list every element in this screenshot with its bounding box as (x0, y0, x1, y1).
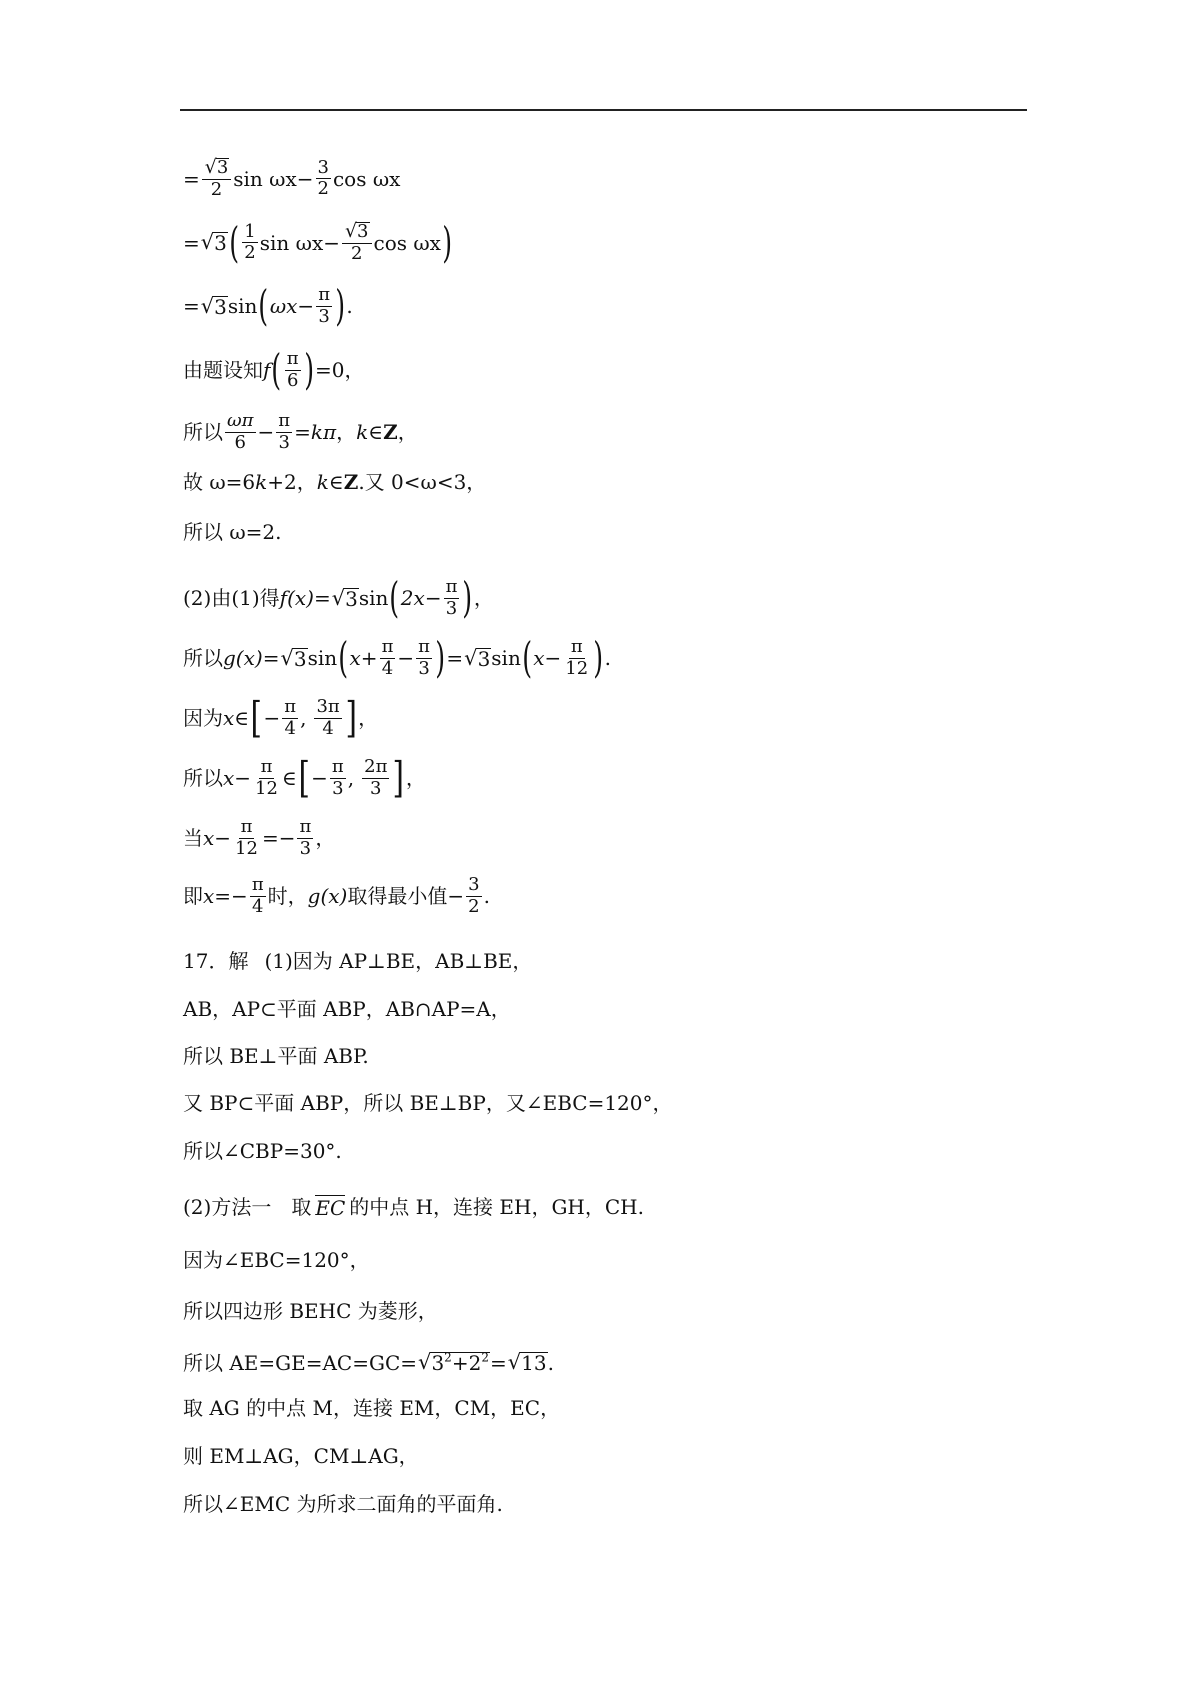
math-text: . (547, 1350, 554, 1375)
equation-line-5 (183, 412, 418, 453)
math-text: = (489, 1350, 507, 1375)
fraction (253, 758, 280, 799)
text: +2， (267, 470, 317, 494)
math-text: ) (462, 573, 473, 623)
text-line-21 (183, 1301, 438, 1321)
math-text: ( (522, 633, 532, 683)
math-text: ， (315, 826, 336, 851)
text-line-15 (183, 999, 511, 1019)
math-text: 2 (468, 1351, 482, 1375)
math-text: ( (338, 633, 349, 683)
math-text: 12 (235, 837, 258, 859)
math-text: [ (250, 693, 263, 743)
text-line-6 (183, 472, 486, 492)
math-text: ) (303, 345, 314, 395)
math-text: √ (204, 156, 217, 178)
math-text: 4 (381, 657, 394, 679)
math-text: √ (418, 1350, 432, 1374)
fraction (233, 818, 260, 859)
math-text: ωx (269, 294, 298, 319)
math-text: − (296, 166, 314, 191)
math-text: 2 (317, 178, 329, 200)
equation-line-11 (183, 753, 426, 803)
math-text: 2 (468, 895, 480, 917)
math-text: 3 (345, 586, 358, 611)
math-text: ( (389, 573, 400, 623)
fraction (285, 350, 301, 391)
math-text: − (234, 766, 252, 791)
math-text: . (604, 646, 611, 671)
text-line-25 (183, 1494, 503, 1514)
fraction (316, 286, 332, 327)
math-text: 3 (477, 646, 491, 671)
math-text: x (349, 646, 361, 671)
math-text: 3 (293, 646, 307, 671)
math-text: − (231, 884, 248, 909)
math-text: 3 (332, 777, 344, 799)
math-text: 3 (370, 777, 382, 799)
math-text: sin (227, 294, 258, 319)
math-text: g(x) (223, 646, 263, 671)
text: (1)因为 AP⊥BE，AB⊥BE， (264, 949, 533, 973)
math-text: − (214, 826, 232, 851)
text: 取得最小值 (347, 884, 448, 909)
math-text: 13 (521, 1351, 547, 1375)
sqrt (331, 585, 359, 611)
text: 由题设知 (183, 358, 263, 383)
equation-line-3 (183, 281, 353, 331)
text: 所以 ω=2. (183, 520, 282, 544)
math-text: = (183, 294, 200, 319)
fraction (380, 638, 396, 679)
sqrt (508, 1352, 548, 1373)
math-text: 6 (234, 431, 246, 453)
math-text: , (347, 766, 355, 791)
equation-line-10 (183, 693, 379, 743)
math-text: ∈ (281, 766, 297, 791)
text-line-20 (183, 1250, 370, 1270)
math-text: π (286, 348, 299, 369)
equation-line-8 (183, 573, 494, 623)
math-text: ) (593, 633, 604, 683)
math-text: 3 (214, 294, 227, 319)
text: 所以∠EMC 为所求二面角的平面角. (183, 1492, 503, 1516)
math-text: ) (435, 633, 446, 683)
math-text: 2 (244, 242, 256, 264)
text: 所以 BE⊥平面 ABP. (183, 1044, 369, 1068)
math-text: √ (507, 1350, 522, 1374)
math-text: ( (271, 345, 282, 395)
math-text: = (313, 586, 331, 611)
math-text: 3 (468, 874, 480, 895)
math-text: 3 (431, 1351, 445, 1375)
fraction (202, 158, 232, 200)
math-text: sin (358, 586, 389, 611)
math-text: x (203, 884, 215, 909)
fraction (314, 698, 341, 739)
math-text: kπ (310, 420, 337, 445)
math-text: ， (473, 586, 494, 611)
math-text: − (323, 230, 340, 255)
text-line-23 (183, 1398, 560, 1418)
math-text: π (240, 816, 253, 837)
equation-line-12 (183, 818, 335, 859)
problem-number: 17．解 (183, 949, 249, 973)
math-text: 2 (444, 1350, 452, 1365)
math-text: − (447, 884, 465, 909)
math-text: √ (280, 645, 294, 670)
math-text: sin (307, 646, 338, 671)
text: 又 BP⊂平面 ABP，所以 BE⊥BP，又∠EBC=120°， (183, 1091, 673, 1115)
math-text: ( (258, 281, 269, 331)
math-text: π (299, 816, 312, 837)
math-text: 3 (445, 597, 458, 619)
text-line-18 (183, 1141, 342, 1161)
fraction (563, 638, 590, 679)
math-text: . (483, 884, 490, 909)
fraction (282, 698, 298, 739)
text: 当 (183, 826, 203, 851)
math-text: π (418, 636, 431, 657)
fraction (342, 222, 372, 264)
text: 则 EM⊥AG，CM⊥AG， (183, 1444, 419, 1468)
math-text: − (311, 766, 328, 791)
math-text: [ (298, 753, 310, 803)
math-text: ( (229, 217, 240, 267)
math-text: = (294, 420, 311, 445)
math-text: 1 (244, 220, 256, 242)
math-text: − (257, 420, 275, 445)
math-text: 6 (286, 369, 299, 391)
math-text: = (214, 884, 232, 909)
header-rule (180, 109, 1027, 111)
fraction (316, 156, 331, 200)
math-text: f (263, 358, 271, 383)
fraction (466, 876, 481, 917)
math-text: =0， (315, 358, 365, 383)
equation-line-1 (183, 158, 400, 200)
text: (2)方法一 取 (183, 1194, 312, 1219)
math-text: ， (397, 420, 418, 445)
math-text: − (297, 294, 315, 319)
math-text: π (284, 696, 297, 717)
math-text: 4 (322, 717, 334, 739)
text-line-17 (183, 1093, 673, 1113)
math-text: √ (331, 585, 346, 610)
math-text: cos ωx (332, 166, 401, 191)
math-text: 3 (317, 156, 329, 178)
text: AB，AP⊂平面 ABP，AB∩AP=A， (183, 997, 511, 1021)
math-text: π (570, 636, 583, 657)
math-text: 3 (278, 431, 290, 453)
text: 取 AG 的中点 M，连接 EM，CM，EC， (183, 1396, 561, 1420)
text: (2)由(1)得 (183, 586, 280, 611)
fraction (225, 412, 256, 453)
math-text: π (445, 576, 458, 597)
math-text: 12 (565, 657, 589, 679)
math-text: 3 (299, 837, 312, 859)
math-text: g(x) (307, 884, 348, 909)
text: 所以 (183, 420, 223, 445)
math-text: 2 (351, 242, 363, 264)
sqrt (418, 1352, 490, 1373)
text: 的中点 H，连接 EH，GH，CH. (349, 1194, 644, 1219)
math-text: − (397, 646, 415, 671)
fraction (242, 220, 257, 264)
math-text: π (331, 756, 344, 777)
math-text: + (451, 1351, 469, 1375)
text-line-7 (183, 522, 282, 542)
math-text: k (356, 420, 369, 445)
math-text: Z (383, 420, 398, 445)
sqrt (280, 645, 307, 671)
text: 故 ω=6 (183, 470, 256, 494)
text: 所以 (183, 646, 223, 671)
math-text: √ (200, 230, 215, 255)
math-text: , (300, 706, 307, 731)
math-text: k (255, 470, 268, 494)
math-text: cos ωx (373, 230, 441, 255)
text: 所以∠CBP=30°. (183, 1139, 342, 1163)
equation-line-2 (183, 217, 453, 267)
math-text: x (223, 766, 235, 791)
math-text: π (381, 636, 394, 657)
math-text: π (251, 874, 264, 895)
math-text: x (223, 706, 235, 731)
math-text: sin (491, 646, 521, 671)
math-text: 3 (214, 231, 227, 256)
text: 所以 AE=GE=AC=GC= (183, 1350, 418, 1375)
math-text: √ (464, 645, 478, 670)
math-text: ) (335, 281, 346, 331)
math-text: 3 (318, 305, 330, 327)
math-text: x (533, 646, 545, 671)
math-text: ， (336, 420, 357, 445)
math-text: Z (343, 470, 359, 494)
math-text: = (446, 646, 464, 671)
math-text: ] (392, 753, 405, 803)
text: 所以 (183, 766, 223, 791)
math-text: . (346, 294, 353, 319)
math-text: 3π (316, 696, 340, 717)
text: 所以四边形 BEHC 为菱形， (183, 1299, 438, 1323)
math-text: ωπ (227, 410, 254, 431)
math-text: ， (405, 766, 426, 791)
equation-line-9 (183, 633, 611, 683)
fraction (276, 412, 292, 453)
math-text: 3 (357, 221, 369, 242)
math-text: π (278, 410, 291, 431)
math-text: sin ωx (259, 230, 324, 255)
fraction (330, 758, 346, 799)
sqrt (200, 293, 228, 319)
sqrt (200, 230, 228, 256)
text: .又 0<ω<3， (358, 470, 487, 494)
text: 因为 (183, 706, 223, 731)
math-text: 3 (418, 657, 430, 679)
text-line-16 (183, 1046, 369, 1066)
math-text: = (183, 230, 200, 255)
math-text: ) (442, 217, 453, 267)
math-text: k (316, 470, 329, 494)
text: 因为∠EBC=120°， (183, 1248, 370, 1272)
math-text: = (261, 826, 279, 851)
math-text: 2x (400, 586, 425, 611)
fraction (416, 638, 432, 679)
math-text: π (318, 284, 331, 305)
math-text: 4 (284, 717, 296, 739)
math-text: 2 (210, 178, 223, 200)
text-line-19 (183, 1195, 644, 1218)
math-text: ] (345, 693, 357, 743)
math-text: f(x) (279, 586, 314, 611)
fraction (250, 876, 266, 917)
equation-line-22 (183, 1352, 554, 1373)
math-text: √ (345, 220, 358, 242)
fraction (444, 578, 460, 619)
math-text: − (278, 826, 296, 851)
equation-line-4 (183, 345, 365, 395)
fraction (297, 818, 313, 859)
math-text: 4 (252, 895, 264, 917)
math-text: √ (200, 293, 215, 318)
arc-ec: EC (315, 1196, 346, 1220)
math-text: π (260, 756, 273, 777)
math-text: ∈ (328, 470, 344, 494)
math-text: ∈ (234, 706, 250, 731)
text-line-24 (183, 1446, 419, 1466)
math-text: − (263, 706, 281, 731)
math-text: − (544, 646, 562, 671)
math-text: sin ωx (233, 166, 297, 191)
math-text: = (262, 646, 280, 671)
math-text: x (203, 826, 215, 851)
math-text: ， (358, 706, 379, 731)
fraction (362, 758, 389, 799)
sqrt (464, 645, 491, 671)
equation-line-13 (183, 876, 490, 917)
math-text: 3 (216, 157, 229, 178)
math-text: 12 (255, 777, 278, 799)
math-text: = (183, 166, 200, 191)
text: 时， (267, 884, 308, 909)
math-text: + (360, 646, 378, 671)
math-text: − (424, 586, 442, 611)
math-text: 2π (364, 756, 388, 777)
math-text: 2 (481, 1350, 489, 1365)
text: 即 (183, 884, 203, 909)
math-text: ∈ (368, 420, 384, 445)
text-line-14 (183, 951, 532, 971)
